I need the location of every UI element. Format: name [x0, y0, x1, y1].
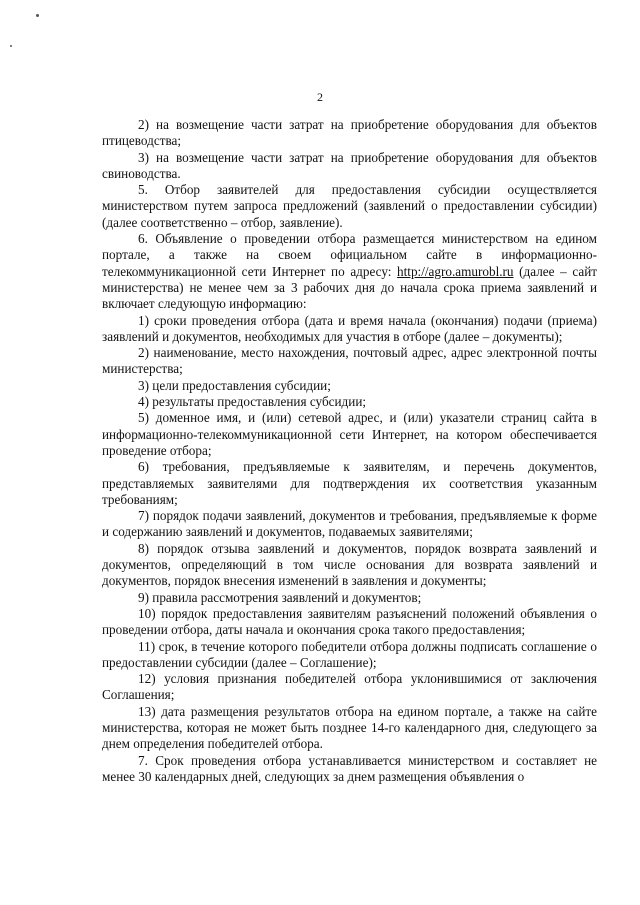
list-item-10: 10) порядок предоставления заявителям разъяснений положений объявления о проведении отбора, даты начала и окончания срока такого предоставления; — [102, 605, 597, 638]
page-number: 2 — [317, 90, 323, 104]
paragraph-item-3: 3) на возмещение части затрат на приобретение оборудования для объектов свиноводства. — [102, 149, 597, 181]
paragraph-clause-6 — [102, 231, 597, 312]
list-item-8: 8) порядок отзыва заявлений и документов, порядок возврата заявлений и документов, определяющий в том числе основания для возврата заявлений и документов, порядок внесения изменений в заявления и документы; — [102, 540, 597, 589]
paragraph-clause-5: 5. Отбор заявителей для предоставления субсидии осуществляется министерством путем запроса предложений (заявлений о предоставлении субсидии) (далее соответственно – отбор, заявление). — [102, 182, 597, 230]
paragraph-clause-7: 7. Срок проведения отбора устанавливается министерством и составляет не менее 30 календарных дней, следующих за днем размещения объявления о — [102, 752, 597, 784]
announcement-continuation: (далее – сайт министерства) не менее чем за 3 рабочих дня до начала срока приема заявлений и включает следующую информацию: — [102, 263, 598, 312]
announcement-text: 6. Объявление о проведении отбора размещается министерством на едином портале, а также на своем официальном сайте в информационно-телекоммуникационной сети Интернет по адресу: — [102, 231, 597, 279]
scan-speck — [36, 14, 39, 17]
list-item-1: 1) сроки проведения отбора (дата и время начала (окончания) подачи (приема) заявлений и документов, необходимых для участия в отборе (далее – документы); — [102, 312, 597, 344]
list-item-6: 6) требования, предъявляемые к заявителям, и перечень документов, представляемых заявителями для подтверждения их соответствия указанным требованиям; — [102, 459, 597, 507]
document-body — [102, 117, 597, 785]
paragraph-item-2: 2) на возмещение части затрат на приобретение оборудования для объектов птицеводства; — [102, 117, 597, 149]
list-item-4: 4) результаты предоставления субсидии; — [138, 394, 367, 410]
list-item-3: 3) цели предоставления субсидии; — [138, 377, 331, 393]
scan-speck — [10, 45, 12, 47]
list-item-12: 12) условия признания победителей отбора уклонившимися от заключения Соглашения; — [102, 671, 597, 703]
list-item-13: 13) дата размещения результатов отбора на едином портале, а также на сайте министерства, которая не может быть позднее 14-го календарного дня, следующего за днем определения победителей отбора. — [102, 703, 597, 752]
list-item-7: 7) порядок подачи заявлений, документов и требования, предъявляемые к форме и содержанию заявлений и документов, подаваемых заявителями; — [102, 508, 597, 540]
list-item-11: 11) срок, в течение которого победители отбора должны подписать соглашение о предоставлении субсидии (далее – Соглашение); — [102, 638, 597, 670]
list-item-9: 9) правила рассмотрения заявлений и документов; — [138, 589, 422, 605]
list-item-5: 5) доменное имя, и (или) сетевой адрес, и (или) указатели страниц сайта в информационно-телекоммуникационной сети Интернет, на котором обеспечивается проведение отбора; — [102, 410, 597, 458]
list-item-2: 2) наименование, место нахождения, почтовый адрес, адрес электронной почты министерства; — [102, 345, 597, 377]
ministry-site-link[interactable]: http://agro.amurobl.ru — [397, 263, 514, 279]
